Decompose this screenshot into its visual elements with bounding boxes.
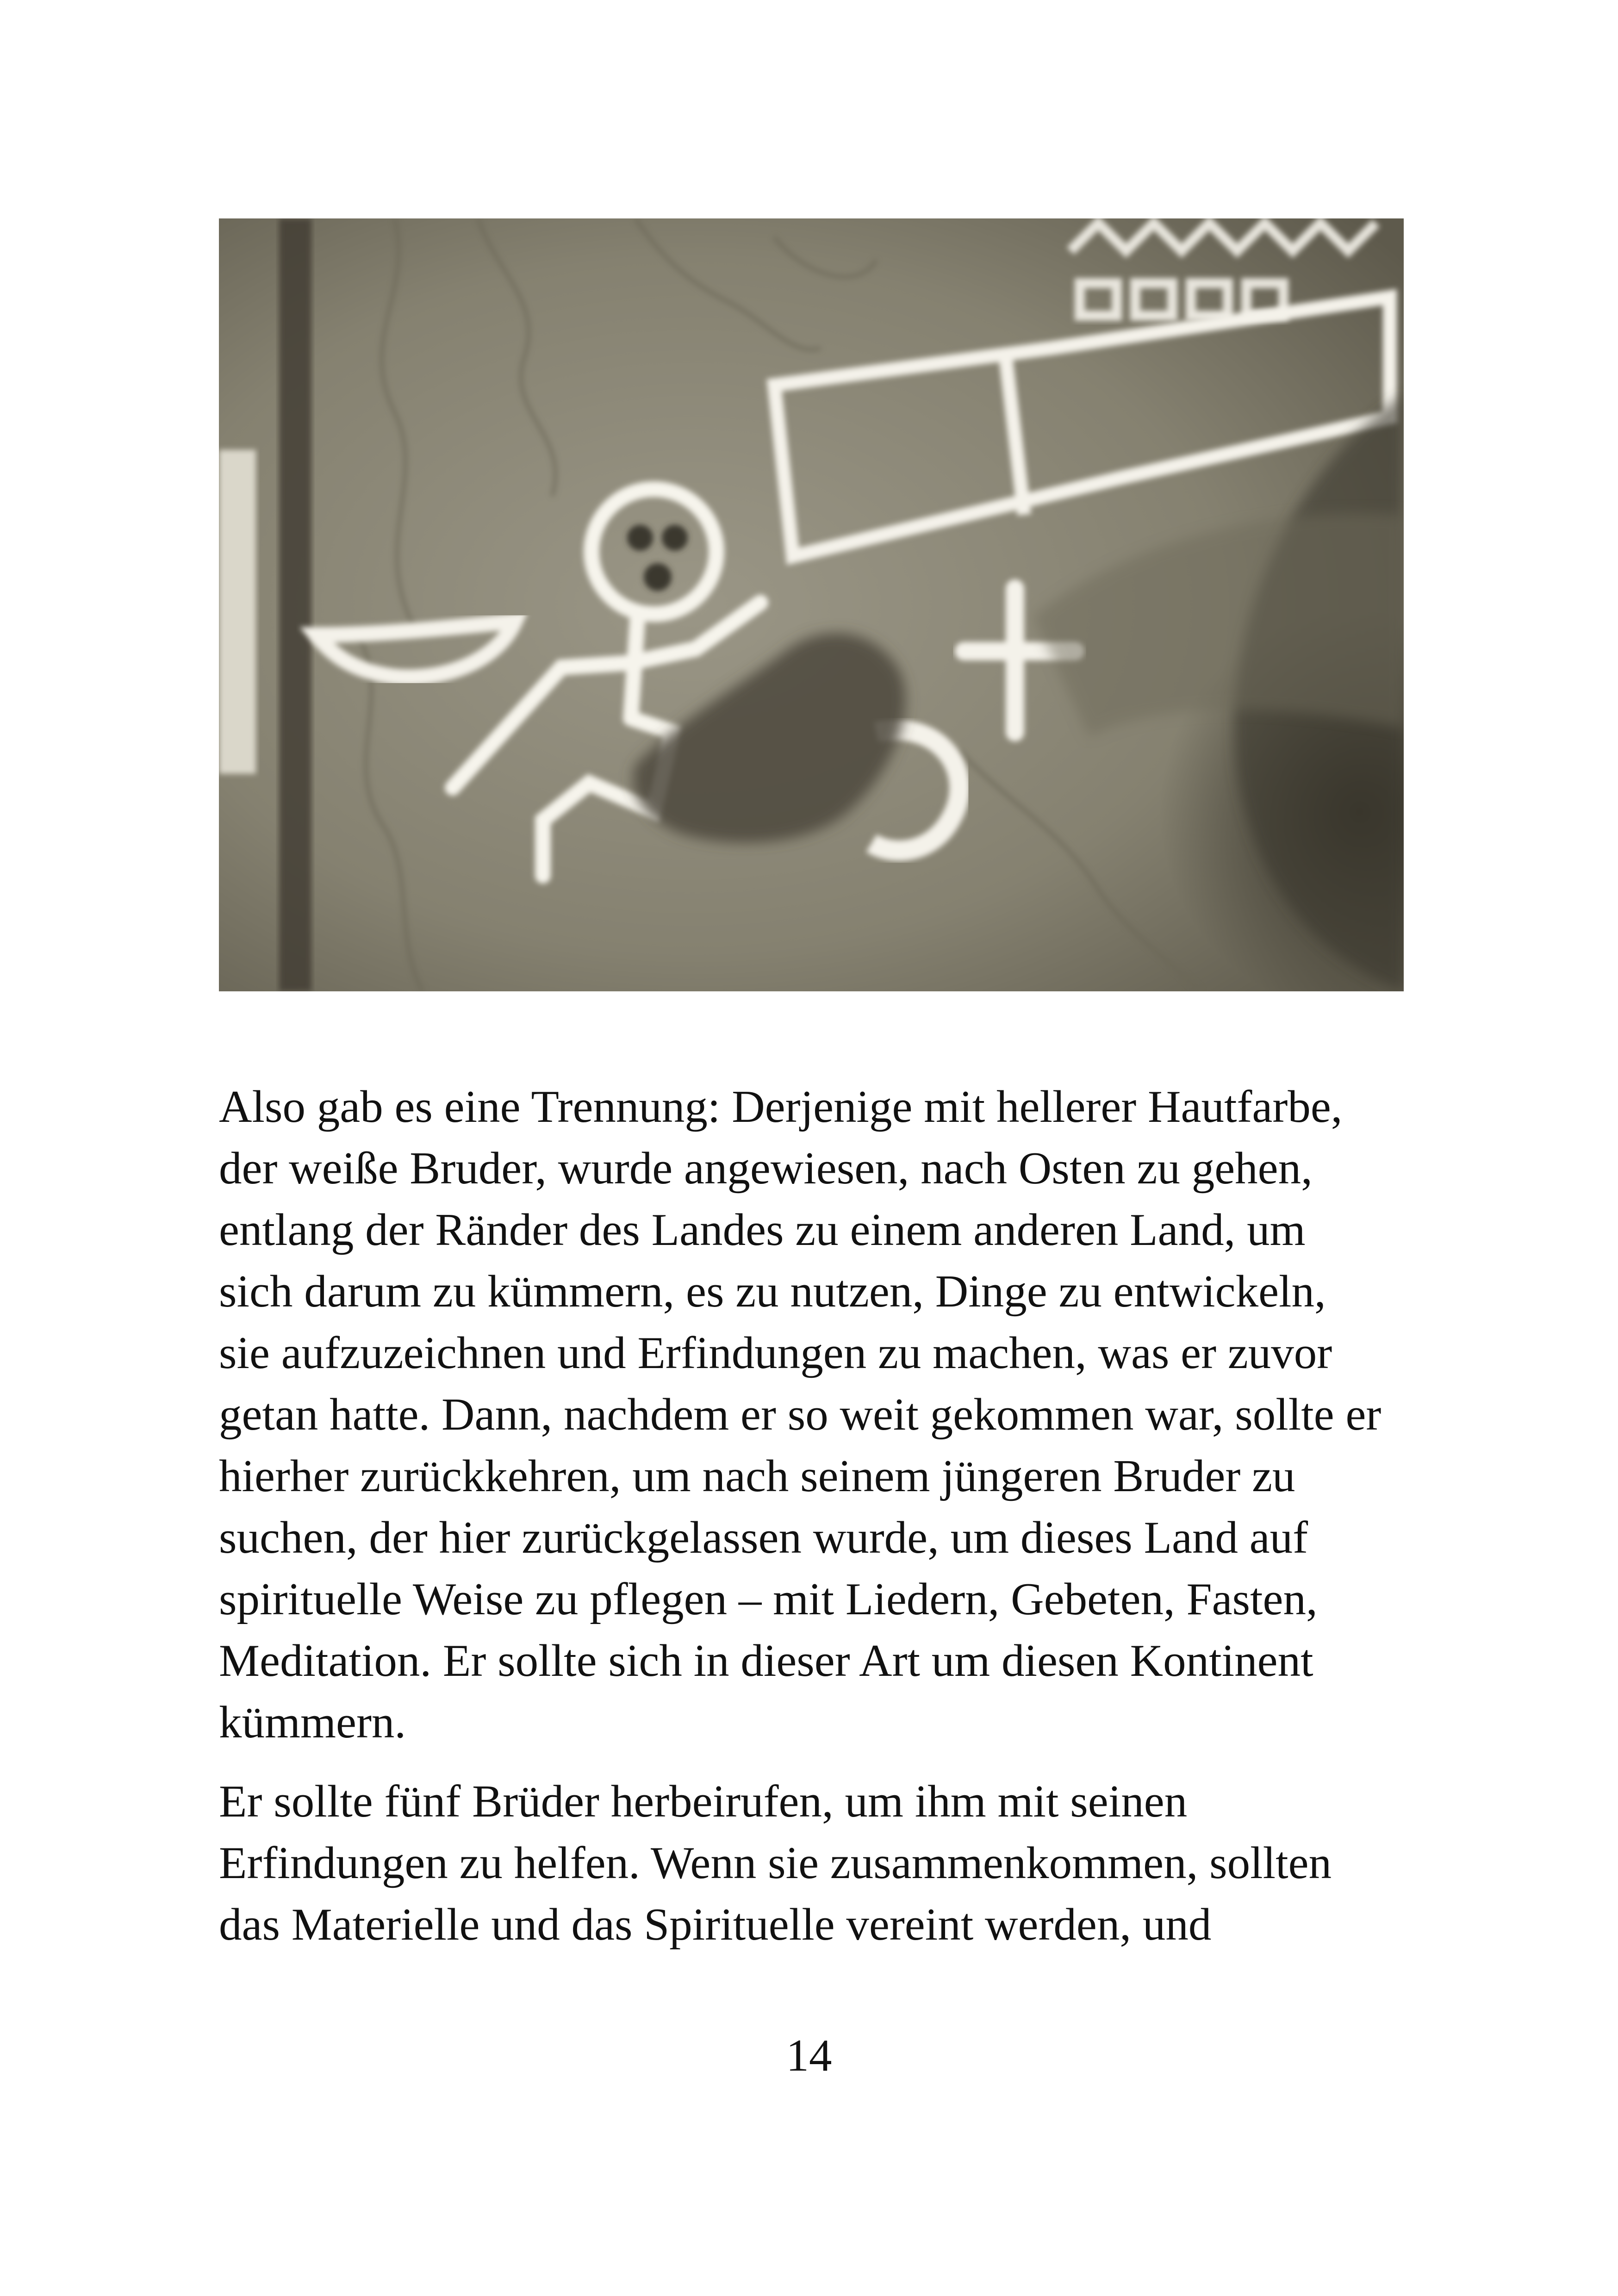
body-text [219, 1076, 1422, 1955]
text-line: Also gab es eine Trennung: Derjenige mit hellerer Hautfarbe, [219, 1082, 1343, 1132]
text-line: kümmern. [219, 1697, 406, 1748]
petroglyph-illustration [219, 218, 1404, 991]
text-line: sich darum zu kümmern, es zu nutzen, Dinge zu entwickeln, [219, 1266, 1326, 1317]
text-line: der weiße Bruder, wurde angewiesen, nach Osten zu gehen, [219, 1143, 1313, 1194]
petroglyph-photo [219, 218, 1404, 991]
page-number: 14 [786, 2030, 832, 2081]
text-line: spirituelle Weise zu pflegen – mit Liedern, Gebeten, Fasten, [219, 1574, 1318, 1624]
paragraph-2 [219, 1771, 1422, 1955]
text-line: sie aufzuzeichnen und Erfindungen zu machen, was er zuvor [219, 1328, 1332, 1378]
text-line: hierher zurückkehren, um nach seinem jüngeren Bruder zu [219, 1451, 1295, 1501]
text-line: getan hatte. Dann, nachdem er so weit gekommen war, sollte er [219, 1389, 1382, 1440]
text-line: Erfindungen zu helfen. Wenn sie zusammenkommen, sollten [219, 1838, 1332, 1888]
text-line: entlang der Ränder des Landes zu einem anderen Land, um [219, 1205, 1306, 1255]
text-line: Er sollte fünf Brüder herbeirufen, um ihm mit seinen [219, 1776, 1188, 1827]
paragraph-1 [219, 1076, 1422, 1753]
text-line: Meditation. Er sollte sich in dieser Art um diesen Kontinent [219, 1636, 1313, 1686]
text-line: suchen, der hier zurückgelassen wurde, um dieses Land auf [219, 1512, 1308, 1563]
text-line: das Materielle und das Spirituelle vereint werden, und [219, 1899, 1212, 1950]
